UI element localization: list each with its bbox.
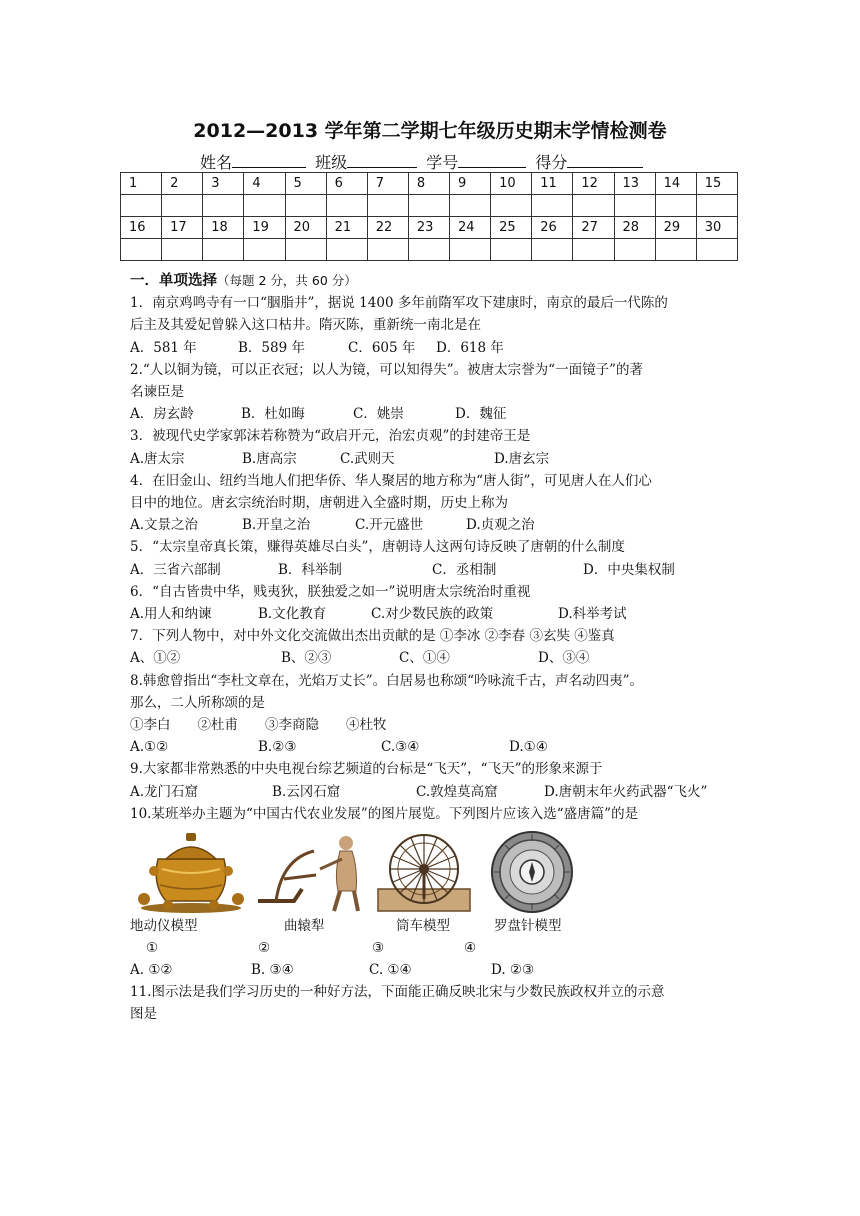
option-a[interactable]: A．房玄龄 [130,406,194,423]
answer-number: 6 [326,173,367,195]
question-1-options [130,337,734,359]
question-3-stem: 3．被现代史学家郭沫若称赞为“政启开元，治宏贞观”的封建帝王是 [130,428,531,445]
question-10-picture-numbers [130,937,734,959]
question-6-stem: 6．“自古皆贵中华，贱夷狄，朕独爱之如一”说明唐太宗统治时重视 [130,583,531,600]
answer-cell[interactable] [573,239,614,261]
answer-cell[interactable] [614,195,655,217]
question-1-stem-cont: 后主及其爱妃曾躲入这口枯井。隋灭陈，重新统一南北是在 [130,317,481,334]
answer-number: 20 [285,217,326,239]
option-b[interactable]: B.文化教育 [258,606,327,623]
answer-cell[interactable] [121,239,162,261]
option-d[interactable]: D.①④ [509,739,548,756]
option-d[interactable]: D.科举考试 [558,606,627,623]
question-11-stem-cont: 图是 [130,1006,157,1023]
option-c[interactable]: C.敦煌莫高窟 [416,783,498,800]
section-heading [130,270,734,292]
option-a[interactable]: A.文景之治 [130,517,199,534]
answer-cell[interactable] [203,239,244,261]
answer-number: 10 [491,173,532,195]
question-list [130,270,734,1026]
question-3-options [130,448,734,470]
answer-number-row-2 [121,217,738,239]
answer-cell[interactable] [367,239,408,261]
picture-caption: 罗盘针模型 [494,918,562,935]
option-c[interactable]: C. ①④ [369,962,412,979]
question-4-options [130,514,734,536]
question-2-stem: 2.“人以铜为镜，可以正衣冠；以人为镜，可以知得失”。被唐太宗誉为“一面镜子”的著 [130,361,643,378]
option-d[interactable]: D.贞观之治 [466,517,535,534]
id-blank[interactable] [458,153,526,168]
option-d[interactable]: D. ②③ [491,962,535,979]
answer-cell[interactable] [162,239,203,261]
answer-cell[interactable] [121,195,162,217]
question-8-stem: 8.韩愈曾指出“李杜文章在，光焰万丈长”。白居易也称颂“吟咏流千古，声名动四夷”。 [130,672,643,689]
answer-cell[interactable] [408,195,449,217]
answer-number: 13 [614,173,655,195]
option-c[interactable]: C．丞相制 [432,561,497,578]
name-blank[interactable] [232,153,306,168]
option-c[interactable]: C.对少数民族的政策 [371,606,494,623]
question-8-items: ①李白 ②杜甫 ③李商隐 ④杜牧 [130,717,387,734]
picture-number: ① [146,940,159,957]
answer-blank-row-1 [121,195,738,217]
option-a[interactable]: A.唐太宗 [130,450,185,467]
question-10-pictures [130,829,734,915]
option-a[interactable]: A. ①② [130,962,173,979]
score-blank[interactable] [567,153,643,168]
option-d[interactable]: D．魏征 [455,406,507,423]
question-8-stem-cont: 那么，二人所称颂的是 [130,694,265,711]
answer-number: 12 [573,173,614,195]
option-a[interactable]: A、①② [130,650,181,667]
answer-blank-row-2 [121,239,738,261]
answer-number: 11 [532,173,573,195]
answer-cell[interactable] [532,239,573,261]
answer-number: 21 [326,217,367,239]
option-b[interactable]: B. ③④ [251,962,294,979]
option-c[interactable]: C．605 年 [348,339,416,356]
question-7-stem: 7．下列人物中，对中外文化交流做出杰出贡献的是 ①李冰 ②李春 ③玄奘 ④鉴真 [130,628,615,645]
option-d[interactable]: D、③④ [538,650,590,667]
picture-caption: 曲辕犁 [284,918,325,935]
answer-cell[interactable] [367,195,408,217]
curved-plough-image [254,829,372,915]
answer-number: 8 [408,173,449,195]
option-a[interactable]: A．581 年 [130,339,197,356]
answer-number: 5 [285,173,326,195]
question-9-stem: 9.大家都非常熟悉的中央电视台综艺频道的台标是“飞天”，“飞天”的形象来源于 [130,761,603,778]
option-d[interactable]: D．中央集权制 [583,561,675,578]
option-d[interactable]: D.唐玄宗 [494,450,550,467]
id-label: 学号 [426,153,459,172]
option-a[interactable]: A.龙门石窟 [130,783,199,800]
question-9-options [130,781,734,803]
answer-cell[interactable] [696,239,737,261]
answer-number: 19 [244,217,285,239]
score-label: 得分 [535,153,568,172]
option-c[interactable]: C、①④ [399,650,450,667]
question-6-options [130,603,734,625]
answer-cell[interactable] [696,195,737,217]
question-5-stem: 5．“太宗皇帝真长策，赚得英雄尽白头”，唐朝诗人这两句诗反映了唐朝的什么制度 [130,539,625,556]
waterwheel-image [376,829,474,915]
option-d[interactable]: D．618 年 [436,339,504,356]
answer-number: 14 [655,173,696,195]
option-c[interactable]: C.③④ [381,739,420,756]
answer-cell[interactable] [532,195,573,217]
question-10-options [130,959,734,981]
answer-cell[interactable] [326,195,367,217]
answer-cell[interactable] [614,239,655,261]
section-title: 一．单项选择 [130,273,217,289]
option-b[interactable]: B.开皇之治 [242,517,311,534]
picture-caption: 筒车模型 [396,918,450,935]
option-a[interactable]: A.①② [130,739,169,756]
option-b[interactable]: B、②③ [281,650,332,667]
answer-cell[interactable] [450,239,491,261]
answer-number: 9 [450,173,491,195]
answer-grid [120,172,738,261]
answer-number: 22 [367,217,408,239]
answer-number: 27 [573,217,614,239]
picture-number: ③ [372,940,385,957]
answer-number: 4 [244,173,285,195]
answer-cell[interactable] [244,239,285,261]
answer-number: 24 [450,217,491,239]
answer-cell[interactable] [655,195,696,217]
answer-number-row-1 [121,173,738,195]
question-4-stem-cont: 目中的地位。唐玄宗统治时期，唐朝进入全盛时期，历史上称为 [130,495,508,512]
option-c[interactable]: C.武则天 [340,450,395,467]
answer-number: 16 [121,217,162,239]
answer-cell[interactable] [573,195,614,217]
option-d[interactable]: D.唐朝末年火药武器“飞火” [544,783,708,800]
question-10-captions [130,915,734,937]
question-10-stem: 10.某班举办主题为“中国古代农业发展”的图片展览。下列图片应该入选“盛唐篇”的是 [130,805,639,822]
answer-number: 17 [162,217,203,239]
question-7-options [130,647,734,669]
class-label: 班级 [315,153,348,172]
option-b[interactable]: B.唐高宗 [242,450,297,467]
name-label: 姓名 [200,153,233,172]
class-blank[interactable] [347,153,417,168]
answer-cell[interactable] [491,239,532,261]
answer-cell[interactable] [450,195,491,217]
question-2-options [130,403,734,425]
answer-cell[interactable] [408,239,449,261]
seismograph-image [132,829,250,915]
answer-number: 30 [696,217,737,239]
option-a[interactable]: A．三省六部制 [130,561,221,578]
answer-number: 23 [408,217,449,239]
compass-image [482,829,582,915]
answer-number: 25 [491,217,532,239]
picture-number: ④ [464,940,477,957]
question-4-stem: 4．在旧金山、纽约当地人们把华侨、华人聚居的地方称为“唐人街”，可见唐人在人们心 [130,472,652,489]
question-11-stem: 11.图示法是我们学习历史的一种好方法，下面能正确反映北宋与少数民族政权并立的示意 [130,984,665,1001]
answer-cell[interactable] [244,195,285,217]
answer-cell[interactable] [203,195,244,217]
answer-number: 7 [367,173,408,195]
picture-caption: 地动仪模型 [130,918,198,935]
option-b[interactable]: B．杜如晦 [241,406,305,423]
answer-number: 3 [203,173,244,195]
picture-number: ② [258,940,271,957]
question-2-stem-cont: 名谏臣是 [130,384,184,401]
answer-number: 26 [532,217,573,239]
answer-cell[interactable] [655,239,696,261]
answer-cell[interactable] [326,239,367,261]
answer-cell[interactable] [162,195,203,217]
answer-cell[interactable] [285,239,326,261]
answer-number: 28 [614,217,655,239]
student-info-line [200,150,647,173]
question-5-options [130,559,734,581]
answer-number: 2 [162,173,203,195]
question-1-stem: 1．南京鸡鸣寺有一口“胭脂井”，据说 1400 多年前隋军攻下建康时，南京的最后一代陈的 [130,295,668,312]
answer-number: 29 [655,217,696,239]
question-8-options [130,736,734,758]
option-b[interactable]: B．589 年 [238,339,305,356]
option-a[interactable]: A.用人和纳谏 [130,606,212,623]
answer-number: 1 [121,173,162,195]
option-c[interactable]: C．姚崇 [353,406,404,423]
page-title: 2012—2013 学年第二学期七年级历史期末学情检测卷 [193,120,667,142]
section-score-note: （每题 2 分，共 60 分） [217,273,357,288]
answer-number: 18 [203,217,244,239]
answer-cell[interactable] [285,195,326,217]
option-b[interactable]: B.②③ [258,739,297,756]
answer-cell[interactable] [491,195,532,217]
option-b[interactable]: B.云冈石窟 [272,783,341,800]
option-c[interactable]: C.开元盛世 [355,517,424,534]
option-b[interactable]: B．科举制 [278,561,342,578]
answer-number: 15 [696,173,737,195]
